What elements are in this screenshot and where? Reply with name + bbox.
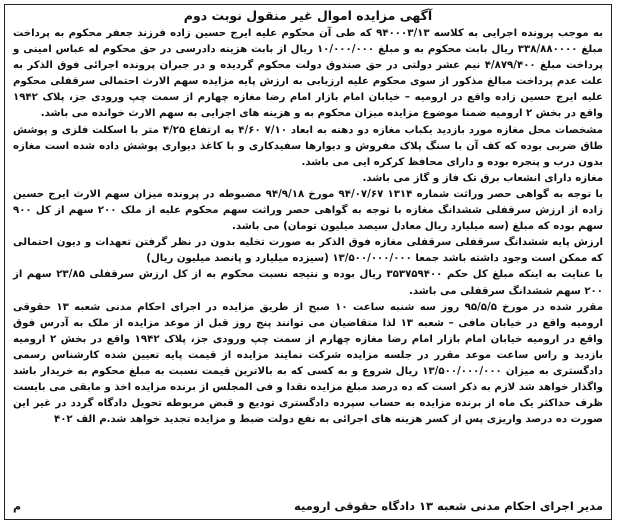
notice-body [13,26,603,428]
paragraph-auction-terms: مقرر شده در مورخ ۹۵/۵/۵ روز سه شنبه ساعت ۱۰ صبح از طریق مزایده در اجرای احکام مدنی شعبه ۱۳ حقوقی ارومیه واقع در خیابان مافی – شعبه ۱۳ لذا متقاضیان می توانند پنج روز قبل از موعد مزایده از ملک به آدرس فوق واقع در ارومیه خیابان امام بازار امام رضا مغازه چهارم از سمت چپ ورودی جز، پلاک ۱۹۴۲ واقع در بخش ۲ ارومیه بازدید و راس ساعت موعد مقرر در جلسه مزایده شرکت نمایند مزایده از قیمت پایه تعیین شده کارشناس رسمی دادگستری به میزان ۱۳/۵۰۰/۰۰۰/۰۰۰ ریال شروع و به کسی که به بالاترین قیمت نسبت به مبلغ محکوم به خریدار باشد واگذار خواهد شد لازم به ذکر است که ده درصد مبلغ مزایده نقدا و فی المجلس از برنده مزایده اخذ و مابقی می بایست ظرف حداکثر یک ماه از برنده مزایده به حساب سپرده دادگستری تودیع و قبض مربوطه تحویل دادگاه گردد در غیر این صورت ده درصد واریزی پس از کسر هزینه های اجرائی به نفع دولت ضبط و مزایده تجدید خواهد شد.م الف ۴۰۲ [13,301,603,426]
paragraph-base-value: ارزش پایه ششدانگ سرقفلی سرقفلی مغازه فوق الذکر به صورت تخلیه بدون در نظر گرفتن تعهدات و دیون احتمالی که ممکن است وجود داشته باشد جمعا ۱۳/۵۰۰/۰۰۰/۰۰۰ (سیزده میلیارد و پانصد میلیون ریال) [13,237,603,265]
paragraph-utilities: مغازه دارای انشعاب برق تک فاز و گاز می باشد. [362,172,603,184]
notice-title: آگهی مزایده اموال غیر منقول نوبت دوم [183,8,433,23]
notice-footer-area [13,495,603,515]
notice-signature: مدیر اجرای احکام مدنی شعبه ۱۳ دادگاه حقوقی ارومیه [293,499,603,513]
publication-mark: م [13,500,22,513]
paragraph-case-details: به موجب پرونده اجرایی به کلاسه ۹۴۰۰۰۳/۱۳ که طی آن محکوم علیه ایرج حسین زاده فرزند جعفر محکوم به پرداخت مبلغ ۳۳۸/۸۸۰۰۰۰ ریال بابت محکوم به و مبلغ ۱۰/۰۰۰/۰۰۰ ریال از بابت هزینه دادرسی در حق محکوم له عباس امینی و پرداخت مبلغ ۴/۸۷۹/۴۰۰ نیم عشر دولتی در حق صندوق دولت محکوم گردیده و در جبران پرونده اجرائی فوق الذکر به علت عدم پرداخت مبالغ مذکور از سوی محکوم علیه ارزیابی به ارزش پایه مزایده سهم الارث احتمالی سرقفلی محکوم علیه ایرج حسین زاده واقع در ارومیه – خیابان امام بازار امام رضا مغازه چهارم از سمت چپ ورودی جز، پلاک ۱۹۴۲ واقع در بخش ۲ ارومیه ضمنا موضوع مزایده میزان محکوم به و هزینه های اجرایی به سهم الارث خوانده می باشد. [13,28,603,120]
paragraph-judgment-ratio: با عنایت به اینکه مبلغ کل حکم ۳۵۳۷۵۹۴۰۰ ریال بوده و نتیجه نسبت محکوم به از کل ارزش سرقفلی ۲۳/۸۵ سهم از ۲۰۰ سهم ششدانگ سرقفلی می باشد. [13,269,603,297]
auction-notice [4,4,612,520]
paragraph-inheritance-share: با توجه به گواهی حصر وراثت شماره ۱۳۱۴ ۹۴/۰۷/۶۷ مورخ ۹۴/۹/۱۸ مضبوطه در پرونده میزان سهم الارث ایرج حسین زاده از ارزش سرقفلی ششدانگ مغازه با توجه به گواهی حصر وراثت سهم محکوم علیه از ملک ۲۰۰ سهم از کل ۹۰۰ سهم بوده که مبلغ (سه میلیارد ریال معادل سیصد میلیون تومان) می باشد. [13,188,604,233]
paragraph-shop-specs: مشخصات محل مغازه مورد بازدید یکباب مغازه دو دهنه به ابعاد ۷/۱۰ ۴/۶۰ به ارتفاع ۴/۲۵ متر با اسکلت فلزی و پوشش طاق ضربی بوده که کف آن با سنگ پلاک مفروش و دیوارها سفیدکاری و با کاغذ دیواری پوشش داده شده است مغازه بدون درب و پنجره بوده و دارای محافظ کرکره ایی می باشد. [13,124,603,168]
